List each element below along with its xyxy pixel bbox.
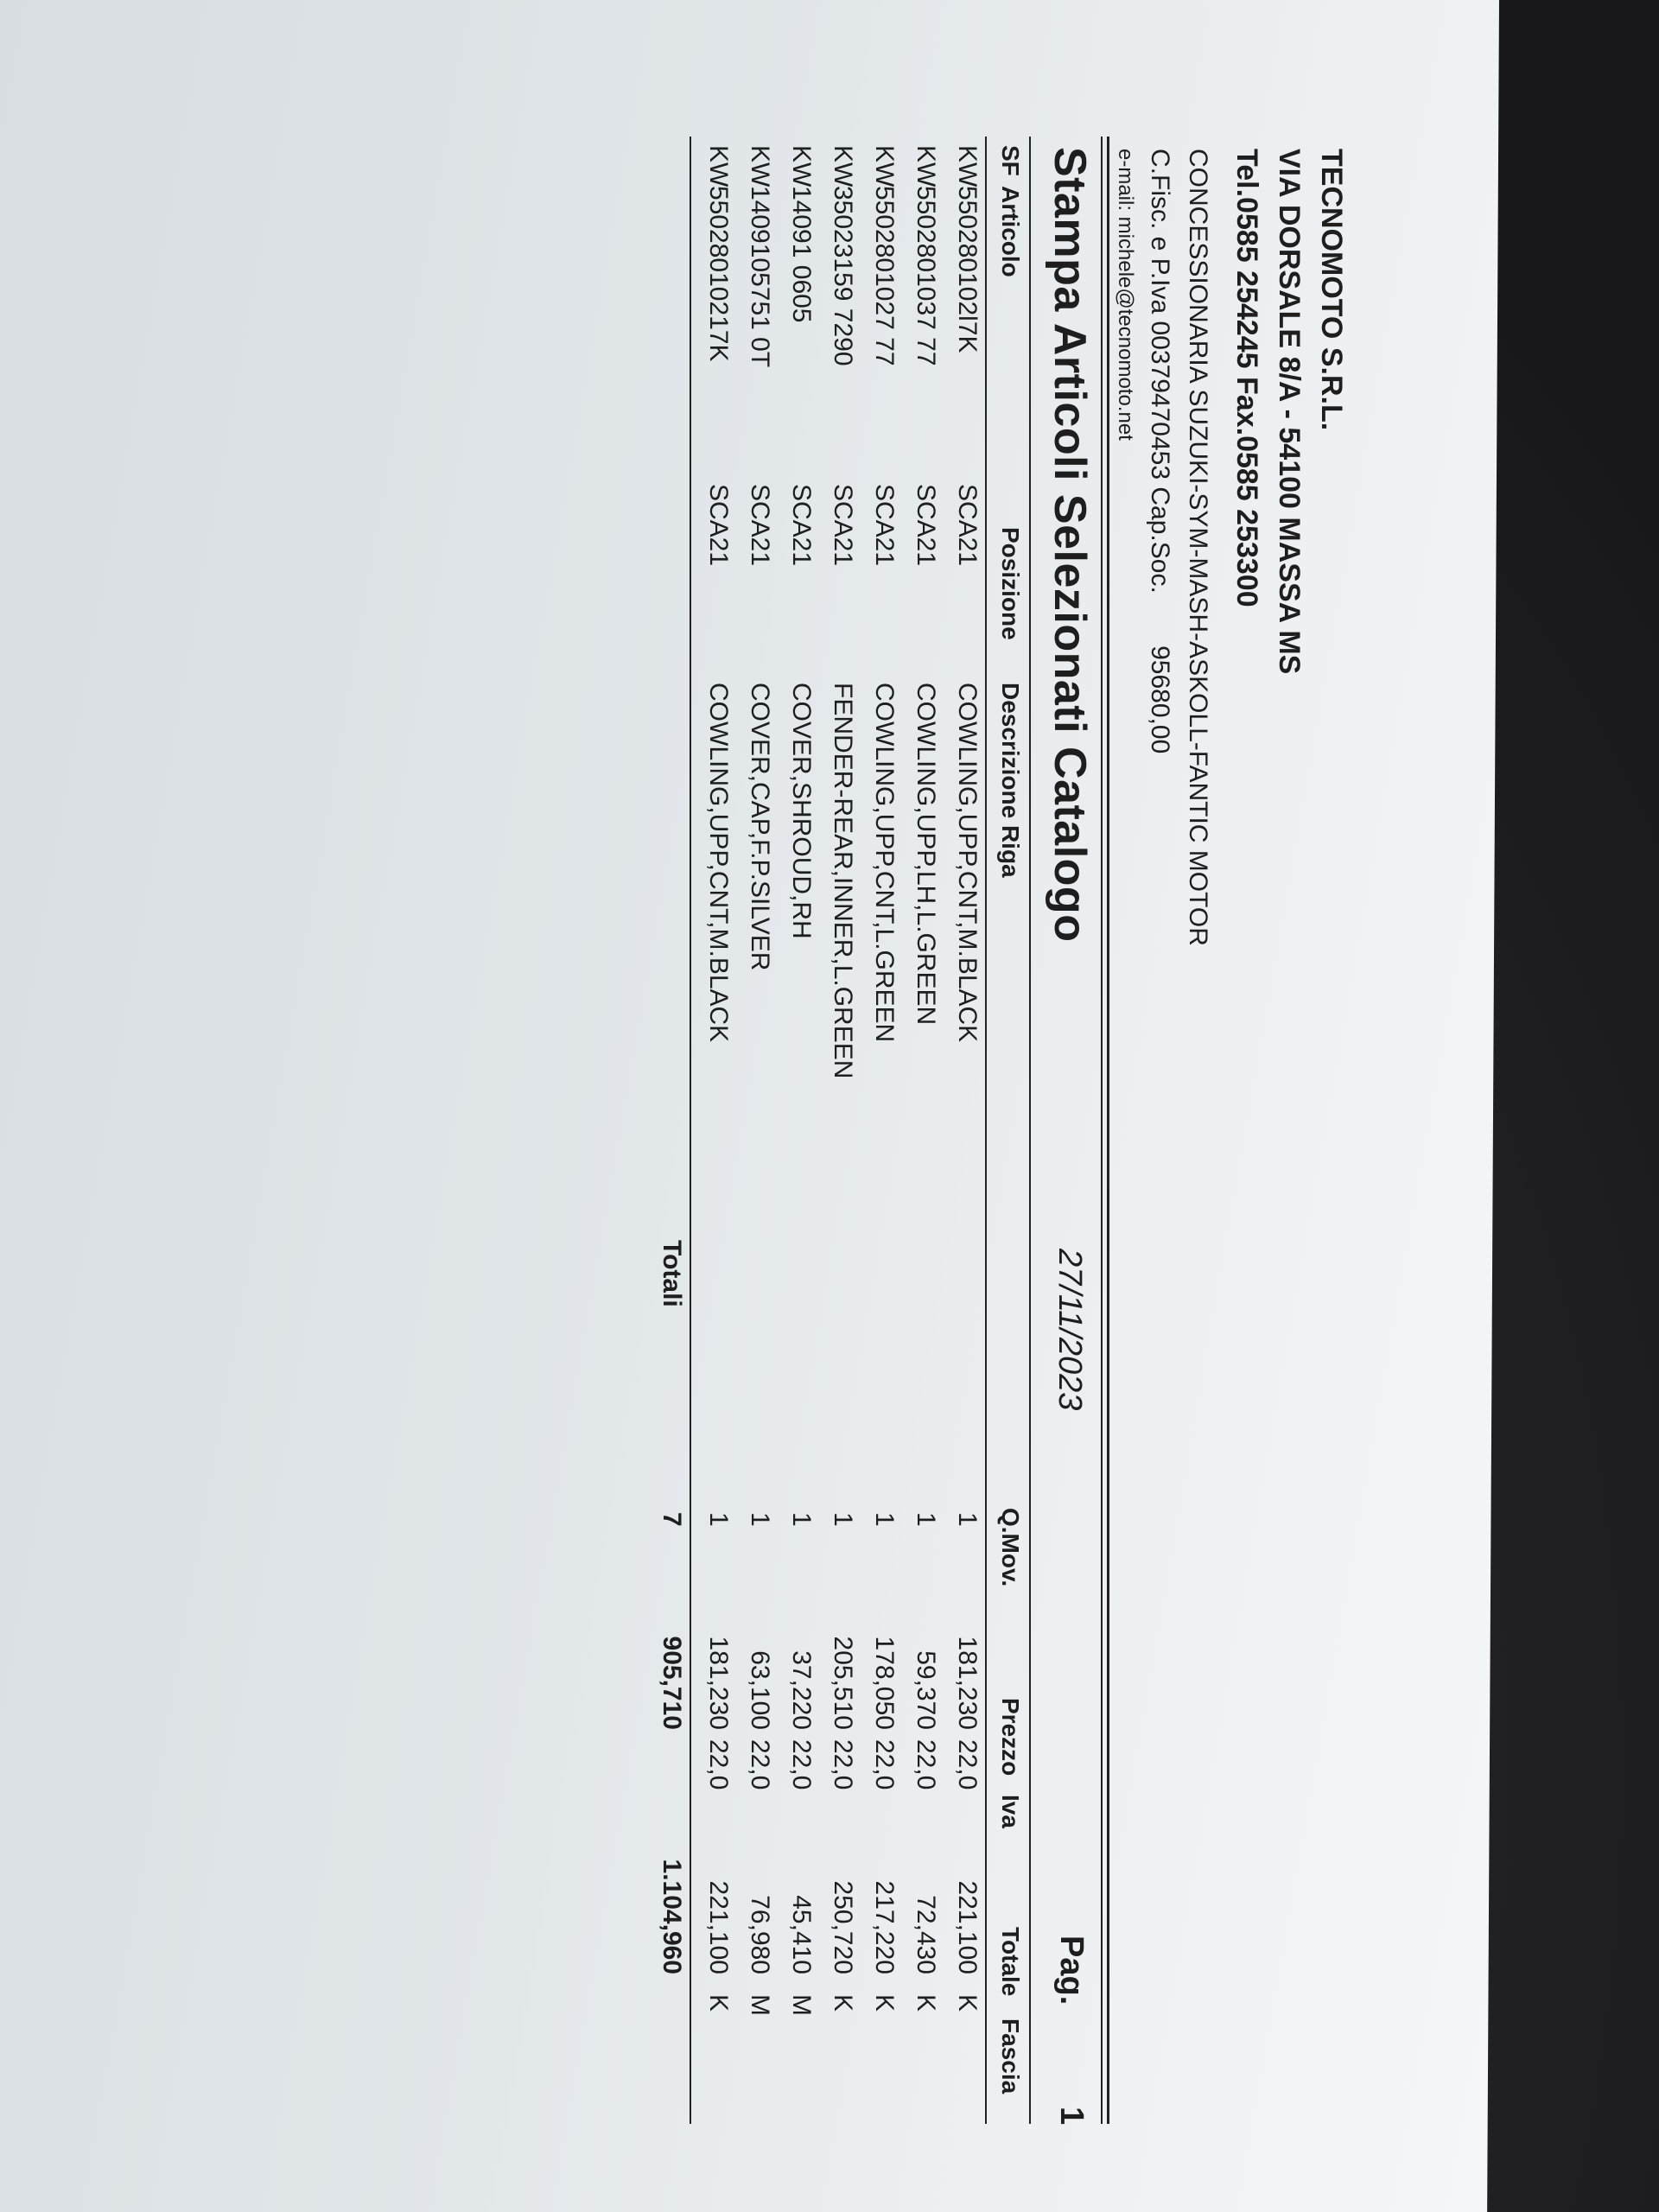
cell-qmov: 1 [953, 1512, 982, 1527]
cell-iva: 22,0 [704, 1739, 733, 1790]
cell-sf: KW [912, 145, 940, 188]
col-prezzo: Prezzo [997, 1698, 1024, 1777]
cell-fascia: K [829, 1994, 857, 2012]
cell-iva: 22,0 [829, 1739, 857, 1790]
cell-totale: 250,720 [829, 1880, 857, 1974]
cell-prezzo: 205,510 [829, 1636, 857, 1730]
col-articolo: Articolo [997, 186, 1024, 277]
table-row [857, 147, 899, 2134]
cell-prezzo: 63,100 [746, 1650, 774, 1730]
cell-posizione: SCA21 [829, 484, 857, 567]
tax-line [1141, 149, 1179, 946]
table-row [774, 147, 816, 2134]
company-phone-fax: Tel.0585 254245 Fax.0585 253300 [1230, 149, 1263, 607]
table-row [940, 147, 982, 2134]
cell-posizione: SCA21 [746, 484, 774, 567]
cell-totale: 45,410 [787, 1895, 816, 1974]
col-totale: Totale [997, 1927, 1024, 1997]
cell-fascia: K [953, 1994, 982, 2012]
totals-label: Totali [658, 1240, 686, 1307]
cell-prezzo: 178,050 [870, 1636, 899, 1730]
cell-articolo: 5502801037 77 [912, 186, 940, 366]
cell-totale: 217,220 [870, 1880, 899, 1974]
cell-articolo: 55028010217K [704, 186, 733, 362]
report-title: Stampa Articoli Selezionati Catalogo [1045, 147, 1095, 943]
cell-sf: KW [704, 145, 733, 188]
title-top-rule-2 [1101, 137, 1103, 2124]
totals-qmov: 7 [658, 1512, 686, 1527]
cell-iva: 22,0 [953, 1739, 982, 1790]
cell-sf: KW [746, 145, 774, 188]
cell-sf: KW [829, 145, 857, 188]
cell-totale: 72,430 [912, 1895, 940, 1974]
cell-fascia: K [870, 1994, 899, 2012]
cell-prezzo: 181,230 [953, 1636, 982, 1730]
cell-posizione: SCA21 [912, 484, 940, 567]
cell-prezzo: 59,370 [912, 1650, 940, 1730]
cell-iva: 22,0 [746, 1739, 774, 1790]
cell-fascia: K [704, 1994, 733, 2012]
company-address: VIA DORSALE 8/A - 54100 MASSA MS [1273, 149, 1306, 675]
cell-sf: KW [953, 145, 982, 188]
cell-fascia: M [746, 1994, 774, 2016]
cell-descrizione: FENDER-REAR,INNER,L.GREEN [829, 683, 857, 1079]
cell-qmov: 1 [787, 1512, 816, 1527]
col-iva: Iva [997, 1795, 1024, 1828]
cell-descrizione: COWLING,UPP,CNT,M.BLACK [953, 683, 982, 1043]
company-name: TECNOMOTO S.R.L. [1315, 149, 1348, 431]
cell-articolo: 550280102l7K [953, 186, 982, 353]
cell-totale: 221,100 [953, 1880, 982, 1974]
cell-articolo: 35023159 7290 [829, 186, 857, 366]
cell-totale: 76,980 [746, 1895, 774, 1974]
company-block [1225, 149, 1352, 674]
cell-posizione: SCA21 [870, 484, 899, 567]
cell-qmov: 1 [870, 1512, 899, 1527]
col-descrizione: Descrizione Riga [997, 683, 1024, 878]
table-row [691, 147, 733, 2134]
header-bottom-rule [985, 137, 987, 2124]
cell-descrizione: COVER,CAP,F.P.SILVER [746, 683, 774, 971]
cell-posizione: SCA21 [787, 484, 816, 567]
cell-qmov: 1 [829, 1512, 857, 1527]
title-top-rule [1107, 137, 1109, 2124]
cell-descrizione: COVER,SHROUD,RH [787, 683, 816, 939]
cell-prezzo: 181,230 [704, 1636, 733, 1730]
header-top-rule [1029, 137, 1031, 2124]
cell-descrizione: COWLING,UPP,LH,L.GREEN [912, 683, 940, 1026]
cell-fascia: K [912, 1994, 940, 2012]
cell-fascia: M [787, 1994, 816, 2016]
cell-sf: KW [787, 145, 816, 188]
col-qmov: Q.Mov. [997, 1508, 1024, 1587]
report-date: 27/11/2023 [1052, 1249, 1088, 1411]
cell-articolo: 1409105751 0T [746, 186, 774, 368]
cell-descrizione: COWLING,UPP,CNT,L.GREEN [870, 683, 899, 1043]
cell-posizione: SCA21 [704, 484, 733, 567]
col-posizione: Posizione [997, 527, 1024, 640]
table-row [816, 147, 857, 2134]
cell-posizione: SCA21 [953, 484, 982, 567]
cell-articolo: 5502801027 77 [870, 186, 899, 366]
page-label: Pag. [1053, 1936, 1090, 2005]
page-number: 1 [1053, 2107, 1090, 2126]
col-fascia: Fascia [997, 2018, 1024, 2094]
cell-qmov: 1 [704, 1512, 733, 1527]
share-capital: 95680,00 [1146, 645, 1174, 754]
cell-prezzo: 37,220 [787, 1650, 816, 1730]
table-row [733, 147, 774, 2134]
company-sub-block [1141, 149, 1217, 946]
cell-descrizione: COWLING,UPP,CNT,M.BLACK [704, 683, 733, 1043]
col-sf: SF [997, 145, 1024, 176]
cell-iva: 22,0 [912, 1739, 940, 1790]
company-email: e-mail: michele@tecnomoto.net [1114, 149, 1137, 441]
cell-sf: KW [870, 145, 899, 188]
cell-qmov: 1 [912, 1512, 940, 1527]
cell-iva: 22,0 [787, 1739, 816, 1790]
cell-iva: 22,0 [870, 1739, 899, 1790]
totals-prezzo: 905,710 [658, 1636, 686, 1730]
cell-articolo: 14091 0605 [787, 186, 816, 323]
totals-totale: 1.104,960 [658, 1859, 686, 1974]
tax-id: C.Fisc. e P.Iva 00379470453 Cap.Soc. [1146, 149, 1174, 594]
cell-totale: 221,100 [704, 1880, 733, 1974]
table-row [899, 147, 940, 2134]
cell-qmov: 1 [746, 1512, 774, 1527]
totals-rule [690, 137, 691, 2124]
dealer-line: CONCESSIONARIA SUZUKI-SYM-MASH-ASKOLL-FANTIC MOTOR [1184, 149, 1212, 946]
